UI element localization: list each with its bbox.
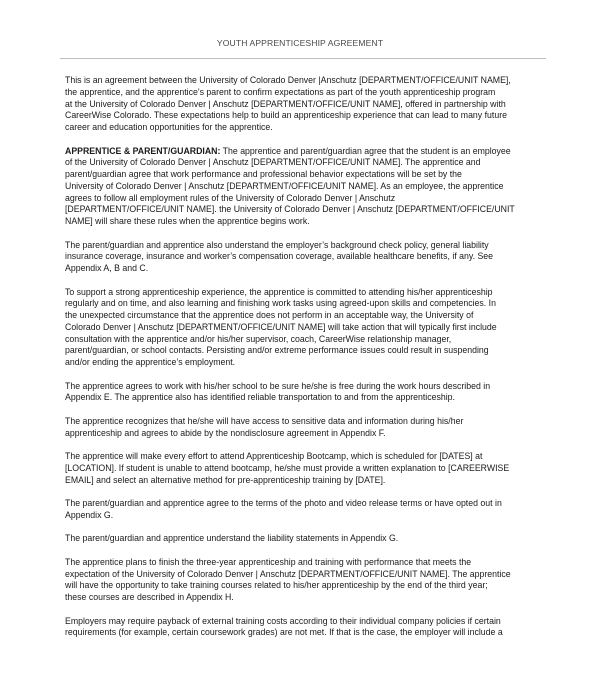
paragraph-text: The apprentice and parent/guardian agree that the student is an employee of the University of Colorado Denver | Anschutz [DEPARTMENT/OFFICE/UNIT NAME]. The apprentice and parent/guardian agree that work performance and professional behavior expectations will be set by the University of Colorado Denver | Anschutz [DEPARTMENT/OFFICE/UNIT NAME]. As an employee, the apprentice agrees to follow all employment rules of the University of Colorado Denver | Anschutz [DEPARTMENT/OFFICE/UNIT NAME]. the University of Colorado Denver | Anschutz [DEPARTMENT/OFFICE/UNIT NAME] will share these rules when the apprentice begins work.: [65, 145, 515, 226]
paragraph-apprentice-parent-guardian: [65, 146, 551, 228]
paragraph-text: To support a strong apprenticeship experience, the apprentice is committed to attending his/her apprenticeship regularly and on time, and also learning and finishing work tasks using agreed-upon skills and competencies. In the unexpected circumstance that the apprentice does not perform in an acceptable way, the University of Colorado Denver | Anschutz [DEPARTMENT/OFFICE/UNIT NAME] will take action that will typically first include consultation with the apprentice and/or his/her supervisor, coach, CareerWise relationship manager, parent/guardian, or school contacts. Persisting and/or extreme performance issues could result in suspending and/or ending the apprentice’s employment.: [65, 286, 497, 367]
paragraph-text: The apprentice recognizes that he/she will have access to sensitive data and information during his/her apprenticeship and agrees to abide by the nondisclosure agreement in Appendix F.: [65, 415, 464, 438]
paragraph-text: This is an agreement between the University of Colorado Denver |Anschutz [DEPARTMENT/OFFICE/UNIT NAME], the apprentice, and the apprentice’s parent to confirm expectations as part of the youth apprenticeship program at the University of Colorado Denver | Anschutz [DEPARTMENT/OFFICE/UNIT NAME], offered in partnership with CareerWise Colorado. These expectations help to build an apprenticeship experience that can lead to many future career and education opportunities for the apprentice.: [65, 75, 511, 132]
paragraph-three-year-plan: [65, 557, 551, 604]
paragraph-text: The apprentice will make every effort to attend Apprenticeship Bootcamp, which is scheduled for [DATES] at [LOCATION]. If student is unable to attend bootcamp, he/she must provide a written explanation to [CAREERWISE EMAIL] and select an alternative method for pre-apprenticeship training by [DATE].: [65, 451, 510, 485]
document-body: [65, 75, 551, 651]
paragraph-performance: [65, 287, 551, 369]
paragraph-liability: [65, 533, 551, 545]
paragraph-background-check: [65, 240, 551, 275]
paragraph-text: The parent/guardian and apprentice understand the liability statements in Appendix G.: [65, 533, 399, 544]
paragraph-agreement-intro: [65, 75, 551, 134]
paragraph-text: The parent/guardian and apprentice agree to the terms of the photo and video release terms or have opted out in Appendix G.: [65, 498, 502, 520]
paragraph-work-hours: [65, 381, 551, 405]
paragraph-bootcamp: [65, 451, 551, 486]
title-divider: [60, 58, 546, 59]
paragraph-text: Employers may require payback of external training costs according to their individual company policies if certain requirements (for example, certain coursework grades) are not met. If that is the case, the employer will include a: [65, 615, 503, 638]
paragraph-text: The parent/guardian and apprentice also understand the employer’s background check policy, general liability insurance coverage, insurance and worker’s compensation coverage, available healthcare benefits, if any. See Appendix A, B and C.: [65, 239, 494, 273]
paragraph-training-payback: [65, 616, 551, 640]
paragraph-nondisclosure: [65, 416, 551, 440]
paragraph-text: The apprentice agrees to work with his/her school to be sure he/she is free during the work hours described in Appendix E. The apprentice also has identified reliable transportation to and from the apprenticeship.: [65, 380, 491, 403]
document-title: YOUTH APPRENTICESHIP AGREEMENT: [216, 38, 384, 48]
paragraph-text: The apprentice plans to finish the three-year apprenticeship and training with performance that meets the expectation of the University of Colorado Denver | Anschutz [DEPARTMENT/OFFICE/UNIT NAME]. The apprentice will have the opportunity to take training courses related to his/her apprenticeship by the end of the third year; these courses are described in Appendix H.: [65, 556, 511, 602]
paragraph-lead-heading: APPRENTICE & PARENT/GUARDIAN:: [65, 145, 221, 156]
paragraph-photo-release: [65, 498, 551, 522]
